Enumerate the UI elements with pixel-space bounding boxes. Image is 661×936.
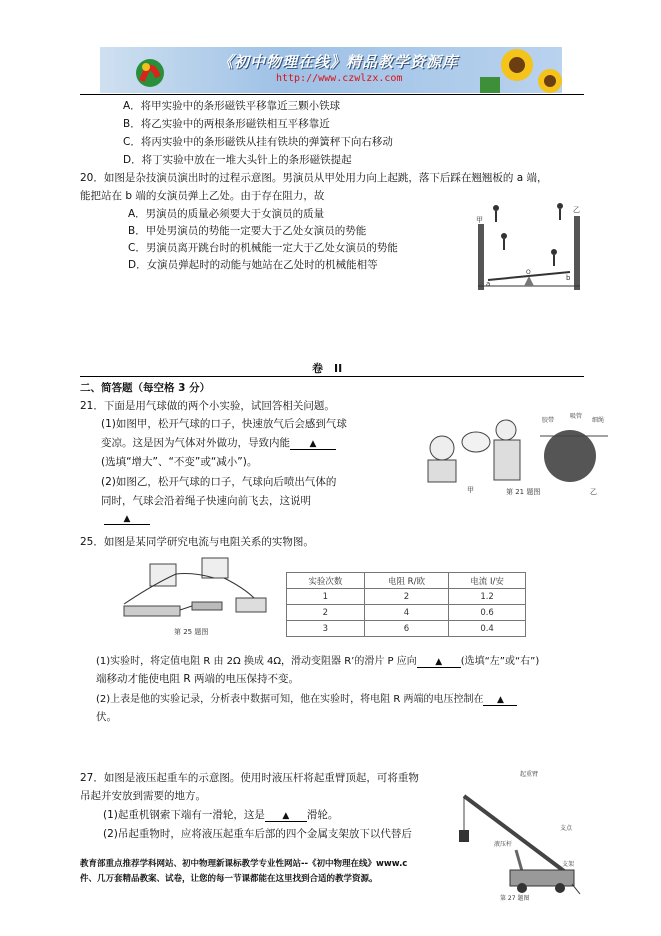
q27-intro-line1: 27．如图是液压起重车的示意图。使用时液压杆将起重臂顶起，可将重物	[80, 772, 419, 784]
q21-part2-line3	[104, 512, 150, 525]
q27-fig-label-pivot: 支点	[560, 825, 573, 832]
q20-fig-label-a: a	[486, 280, 491, 288]
q20-acrobat-figure	[474, 194, 584, 290]
q27-part1-tail: 滑轮。	[306, 809, 339, 821]
q27-fig-caption: 第 27 题图	[500, 895, 530, 902]
table-header-cell: 电流 I/安	[449, 573, 526, 589]
q20-fig-label-jia: 甲	[476, 216, 483, 224]
q19-option-b: B．将乙实验中的两根条形磁铁相互平移靠近	[123, 118, 330, 130]
q25-part1-text: (1)实验时，将定值电阻 R 由 2Ω 换成 4Ω，滑动变阻器 R’的滑片 P 应向	[96, 656, 417, 667]
q19-option-d: D．将丁实验中放在一堆大头针上的条形磁铁提起	[123, 154, 352, 166]
header-title: 《初中物理在线》精品教学资源库	[218, 53, 459, 71]
q21-part2-line2: 同时，气球会沿着绳子快速向前飞去，这说明	[101, 495, 311, 507]
q21-fig-caption: 第 21 题图	[506, 488, 541, 496]
q25-part2-line2: 伏。	[96, 711, 117, 723]
q27-crane-figure	[456, 766, 584, 902]
q25-part1-tail: (选填“左”或“右”)	[460, 656, 540, 667]
header-banner	[100, 47, 562, 93]
q21-part2-line1: (2)如图乙，松开气球的口子，气球向后喷出气体的	[101, 476, 337, 488]
q19-option-c: C．将丙实验中的条形磁铁从挂有铁块的弹簧秤下向右移动	[123, 136, 393, 148]
q21-part1-line2	[101, 435, 336, 450]
q20-option-b: B．甲处男演员的势能一定要大于乙处女演员的势能	[128, 225, 367, 237]
q19-option-a: A．将甲实验中的条形磁铁平移靠近三颗小铁球	[123, 100, 341, 112]
q25-part2-text: (2)上表是他的实验记录，分析表中数据可知，他在实验时，将电阻 R 两端的电压控制在	[96, 694, 484, 705]
q27-blank-1[interactable]: ▲	[265, 811, 307, 822]
table-cell: 4	[364, 605, 448, 621]
table-row	[287, 589, 526, 605]
section2-title: 二、简答题（每空格 3 分）	[80, 382, 211, 394]
sunflower-logo-icon	[120, 47, 180, 93]
q20-stem-line1: 20．如图是杂技演员演出时的过程示意图。男演员从甲处用力向上起跳，落下后踩在翘翘板的 a 端，	[80, 172, 548, 184]
q27-intro-line2: 吊起并安放到需要的地方。	[80, 790, 206, 802]
section-rule	[80, 376, 584, 377]
q21-part1-line1: (1)如图甲，松开气球的口子，快速放气后会感到气球	[101, 418, 347, 430]
q25-intro: 25．如图是某同学研究电流与电阻关系的实物图。	[80, 536, 314, 548]
table-cell: 2	[287, 605, 365, 621]
volume-title: 卷 II	[312, 362, 343, 375]
footer-line1: 教育部重点推荐学科网站、初中物理新课标教学专业性网站--《初中物理在线》www.c	[80, 859, 408, 869]
q27-part2: (2)吊起重物时，应将液压起重车后部的四个金属支架放下以代替后	[103, 828, 412, 840]
table-cell: 2	[364, 589, 448, 605]
q20-option-d: D．女演员弹起时的动能与她站在乙处时的机械能相等	[128, 259, 378, 271]
header-rule	[80, 94, 584, 95]
q21-fig-label-jiaodai: 胶带	[542, 417, 555, 424]
table-cell: 1.2	[449, 589, 526, 605]
table-header-row	[287, 573, 526, 589]
footer-line2: 件、几万套精品教案、试卷，让您的每一节课都能在这里找到合适的教学资源。	[80, 874, 378, 884]
q21-fig-label-xisheng: 细绳	[592, 417, 605, 424]
q25-blank-2[interactable]: ▲	[483, 695, 517, 706]
q21-part1-line3: (选填“增大”、“不变”或“减小”)。	[101, 456, 258, 468]
q25-part1-line1	[96, 652, 539, 668]
q21-blank-1[interactable]: ▲	[290, 439, 336, 450]
q27-part1-text: (1)起重机钢索下端有一滑轮，这是	[103, 809, 265, 821]
q21-fig-label-jia: 甲	[467, 486, 474, 494]
table-row	[287, 621, 526, 637]
q21-part1-line2-text: 变凉。这是因为气体对外做功，导致内能	[101, 437, 290, 449]
q20-option-c: C．男演员离开跳台时的机械能一定大于乙处女演员的势能	[128, 242, 398, 254]
q25-blank-1[interactable]: ▲	[417, 657, 461, 668]
q27-fig-label-support: 支架	[562, 861, 575, 868]
q20-fig-label-o: O	[526, 269, 531, 276]
q25-part2-line1	[96, 690, 517, 706]
sunflower-decoration-icon	[472, 47, 562, 93]
q25-data-table	[286, 572, 526, 637]
q21-fig-label-xiguan: 吸管	[570, 413, 583, 420]
table-header-cell: 实验次数	[287, 573, 365, 589]
table-cell: 1	[287, 589, 365, 605]
header-url[interactable]: http://www.czwlzx.com	[276, 73, 403, 84]
q21-intro: 21．下面是用气球做的两个小实验，试回答相关问题。	[80, 400, 335, 412]
q25-fig-caption: 第 25 题图	[174, 628, 209, 636]
table-cell: 6	[364, 621, 448, 637]
table-header-cell: 电阻 R/欧	[364, 573, 448, 589]
table-cell: 3	[287, 621, 365, 637]
table-cell: 0.6	[449, 605, 526, 621]
q21-blank-2[interactable]: ▲	[104, 514, 150, 525]
q20-fig-label-yi: 乙	[573, 206, 580, 214]
q20-option-a: A．男演员的质量必须要大于女演员的质量	[128, 208, 325, 220]
table-row	[287, 605, 526, 621]
q27-fig-label-arm: 起重臂	[520, 771, 539, 778]
q27-part1	[103, 807, 338, 822]
q27-fig-label-rod: 液压杆	[494, 841, 513, 848]
q20-fig-label-b: b	[566, 274, 571, 282]
q20-stem-line2: 能把站在 b 端的女演员弹上乙处。由于存在阻力，故	[80, 190, 325, 202]
table-cell: 0.4	[449, 621, 526, 637]
q25-part1-line2: 端移动才能使电阻 R 两端的电压保持不变。	[96, 673, 299, 685]
q21-balloon-figure	[412, 408, 612, 500]
q21-fig-label-yi: 乙	[590, 488, 597, 496]
q25-circuit-figure	[114, 554, 284, 638]
